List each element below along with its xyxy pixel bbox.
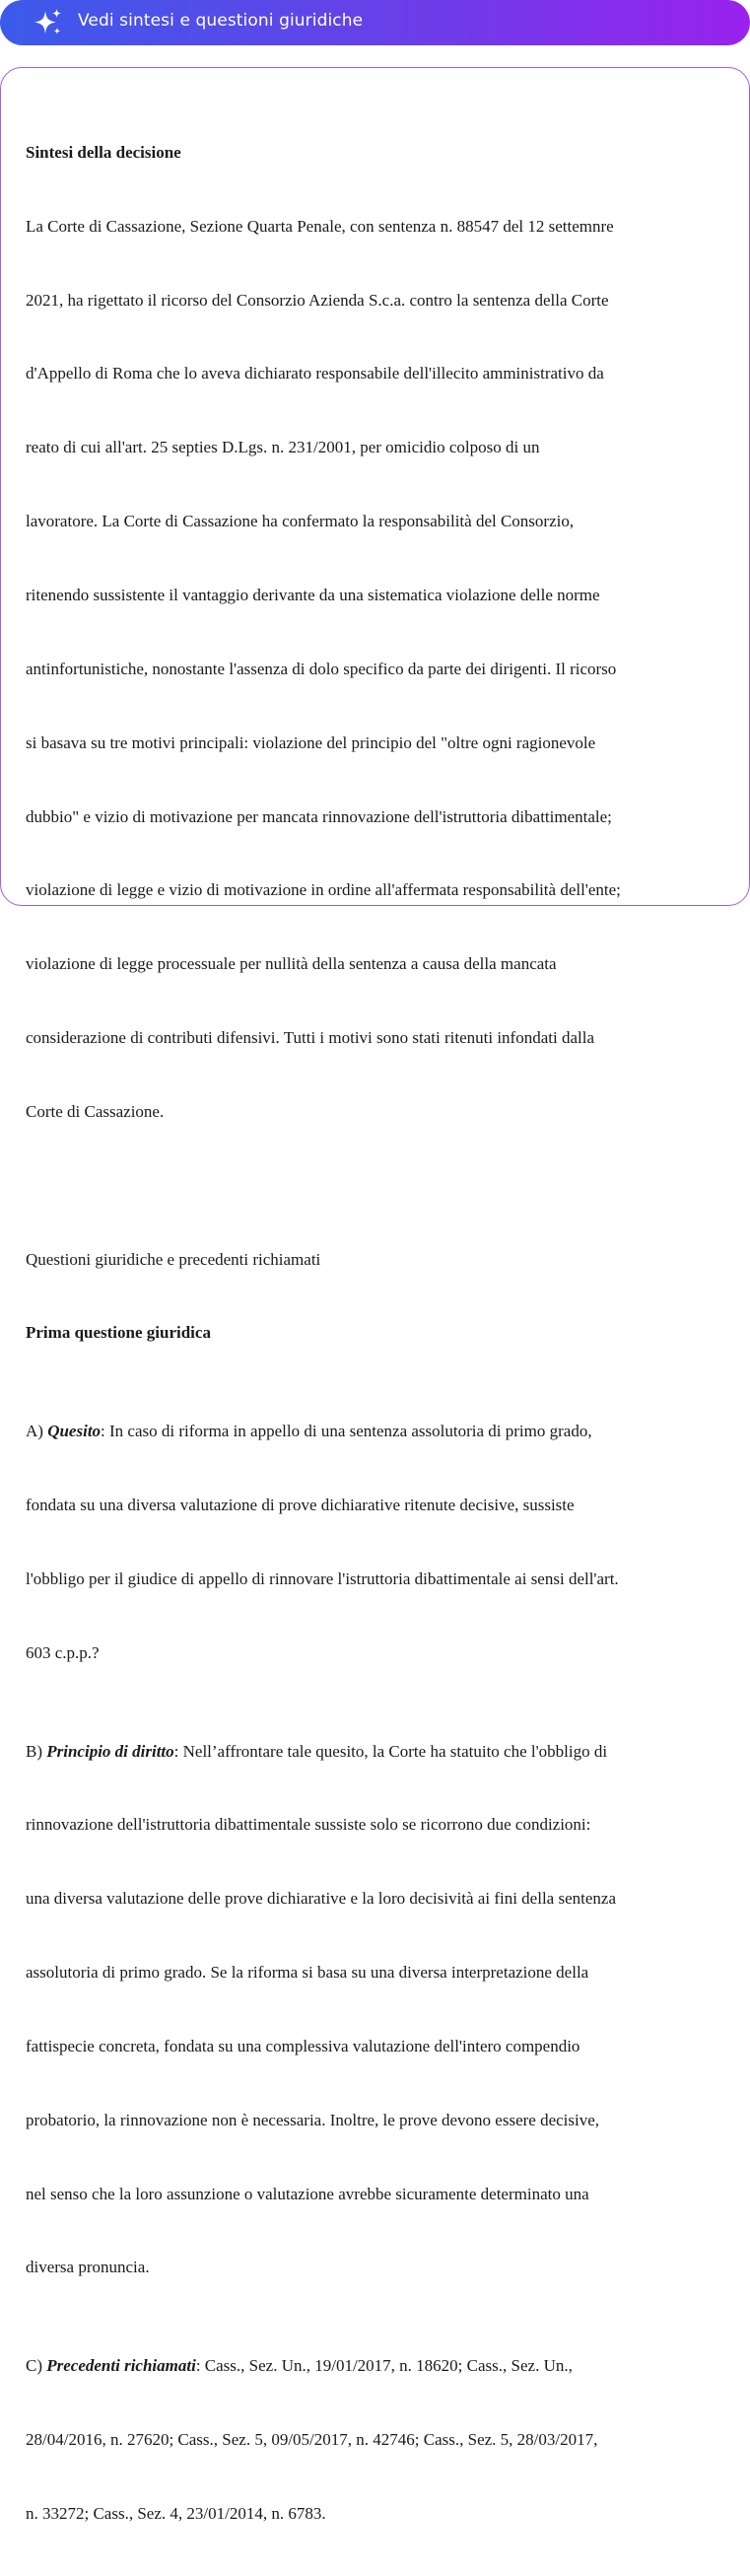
precedenti-label: Precedenti richiamati (46, 2356, 196, 2376)
principio-prefix: B) (26, 1741, 47, 1761)
principio-line: assolutoria di primo grado. Se la riforma si basa su una diversa interpretazione della (26, 1963, 589, 1983)
spacer (26, 1174, 731, 1199)
sintesi-title: Sintesi della decisione (26, 142, 181, 162)
quesito-text: : In caso di riforma in appello di una sentenza assolutoria di primo grado, (101, 1422, 592, 1441)
precedenti-prefix: C) (26, 2356, 47, 2376)
precedenti-text: : Cass., Sez. Un., 19/01/2017, n. 18620; Cass., Sez. Un., (195, 2356, 573, 2376)
prima-questione-title: Prima questione giuridica (26, 1323, 211, 1343)
precedenti-line: 28/04/2016, n. 27620; Cass., Sez. 5, 09/05/2017, n. 42746; Cass., Sez. 5, 28/03/2017, (26, 2430, 598, 2450)
sintesi-line: violazione di legge e vizio di motivazione in ordine all'affermata responsabilità dell'ente; (26, 880, 621, 900)
quesito-line: fondata su una diversa valutazione di prove dichiarative ritenute decisive, sussiste (26, 1496, 575, 1515)
sparkles-icon (32, 7, 65, 38)
summary-card (0, 67, 750, 2523)
summary-toggle-button[interactable] (0, 0, 750, 45)
sintesi-line: d'Appello di Roma che lo aveva dichiarato responsabile dell'illecito amministrativo da (26, 364, 604, 383)
principio-line: una diversa valutazione delle prove dichiarative e la loro decisività ai fini della sentenza (26, 1889, 616, 1909)
sintesi-line: si basava su tre motivi principali: violazione del principio del "oltre ogni ragionevole (26, 732, 596, 752)
summary-content (26, 92, 731, 2576)
precedenti-line: n. 33272; Cass., Sez. 4, 23/01/2014, n. 6783. (26, 2503, 326, 2523)
quesito-line: 603 c.p.p.? (26, 1642, 100, 1662)
sintesi-line: 2021, ha rigettato il ricorso del Consorzio Azienda S.c.a. contro la sentenza della Corte (26, 290, 609, 310)
quesito-first-line (26, 1420, 731, 1444)
sintesi-line: antinfortunistiche, nonostante l'assenza di dolo specifico da parte dei dirigenti. Il ricorso (26, 659, 617, 678)
sintesi-line: dubbio" e vizio di motivazione per mancata rinnovazione dell'istruttoria dibattimentale; (26, 806, 612, 826)
quesito-line: l'obbligo per il giudice di appello di rinnovare l'istruttoria dibattimentale ai sensi dell'art. (26, 1568, 619, 1588)
sintesi-line: considerazione di contributi difensivi. Tutti i motivi sono stati ritenuti infondati dalla (26, 1028, 594, 1048)
sintesi-line: reato di cui all'art. 25 septies D.Lgs. n. 231/2001, per omicidio colposo di un (26, 438, 540, 457)
precedenti-first-line (26, 2354, 731, 2379)
principio-first-line (26, 1740, 731, 1765)
principio-line: nel senso che la loro assunzione o valutazione avrebbe sicuramente determinato una (26, 2184, 589, 2203)
quesito-label: Quesito (47, 1422, 102, 1441)
sintesi-line: Corte di Cassazione. (26, 1101, 165, 1121)
principio-line: diversa pronuncia. (26, 2258, 150, 2277)
principio-text: : Nell’affrontare tale quesito, la Corte ha statuito che l'obbligo di (173, 1741, 608, 1761)
principio-line: fattispecie concreta, fondata su una complessiva valutazione dell'intero compendio (26, 2036, 580, 2055)
quesito-prefix: A) (26, 1422, 48, 1441)
sintesi-line: ritenendo sussistente il vantaggio derivante da una sistematica violazione delle norme (26, 585, 600, 604)
sintesi-line: violazione di legge processuale per nullità della sentenza a causa della mancata (26, 954, 557, 974)
principio-line: probatorio, la rinnovazione non è necessaria. Inoltre, le prove devono essere decisive, (26, 2110, 600, 2129)
questioni-heading: Questioni giuridiche e precedenti richiamati (26, 1249, 321, 1269)
sintesi-line: La Corte di Cassazione, Sezione Quarta Penale, con sentenza n. 88547 del 12 settemnre (26, 216, 614, 236)
summary-toggle-label: Vedi sintesi e questioni giuridiche (78, 11, 364, 31)
sintesi-line: lavoratore. La Corte di Cassazione ha confermato la responsabilità del Consorzio, (26, 512, 575, 531)
principio-line: rinnovazione dell'istruttoria dibattimentale sussiste solo se ricorrono due condizioni: (26, 1815, 591, 1835)
principio-label: Principio di diritto (46, 1741, 174, 1761)
